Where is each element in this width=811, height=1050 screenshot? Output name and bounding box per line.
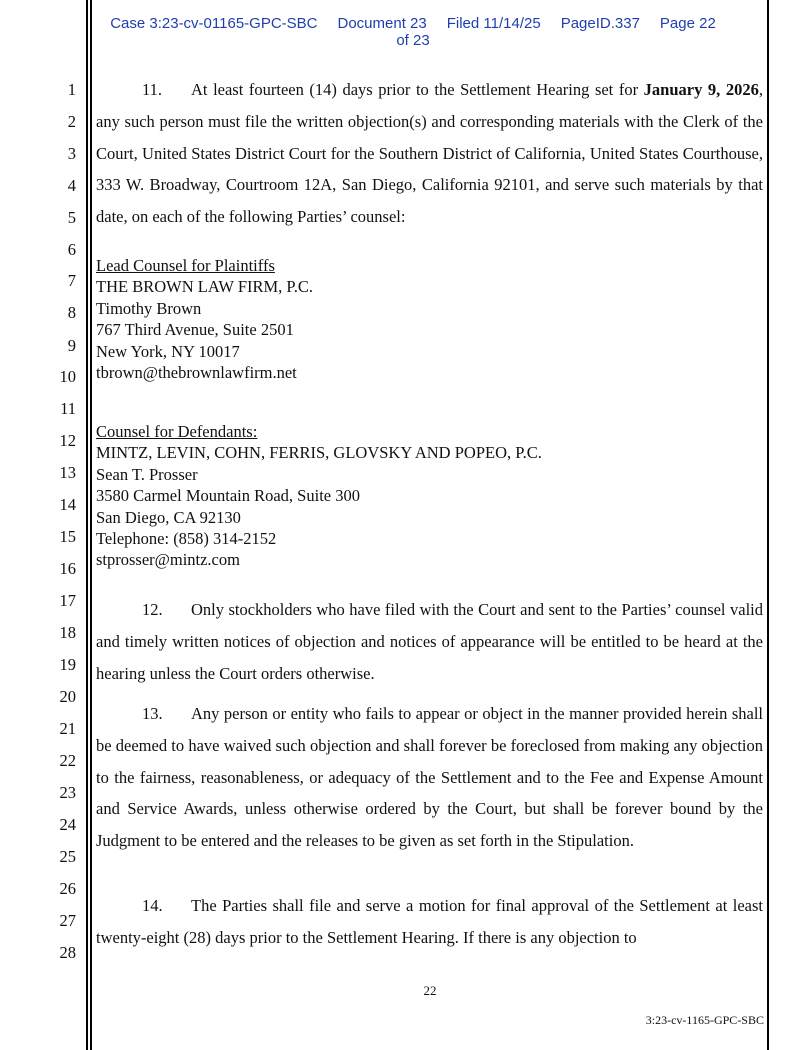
- line-number: 5: [67, 208, 76, 227]
- plaintiff-address-line1: 767 Third Avenue, Suite 2501: [96, 320, 294, 340]
- paragraph-12-text: Only stockholders who have filed with the Court and sent to the Parties’ counsel valid and timely written notices of objection and notices of appearance will be entitled to be heard at the hearing unless the Court orders otherwise.: [96, 600, 763, 683]
- ecf-header: [83, 15, 743, 49]
- paragraph-12-number: 12.: [142, 600, 163, 619]
- line-number: 18: [59, 623, 76, 642]
- line-number: 16: [59, 559, 76, 578]
- line-number: 14: [59, 495, 76, 514]
- header-document: Document 23: [337, 15, 427, 32]
- line-number: 15: [59, 527, 76, 546]
- line-number: 22: [59, 751, 76, 770]
- paragraph-11-number: 11.: [142, 80, 163, 99]
- line-number: 10: [59, 367, 76, 386]
- plaintiff-address-line2: New York, NY 10017: [96, 341, 240, 361]
- defense-address-line2: San Diego, CA 92130: [96, 507, 241, 527]
- margin-rule-left-outer: [86, 0, 88, 1050]
- margin-rule-left-inner: [90, 0, 92, 1050]
- paragraph-13-text: Any person or entity who fails to appear or object in the manner provided herein shall be deemed to have waived such objection and shall forever be foreclosed from making any objection to the fairness, reasonableness, or adequacy of the Settlement and to the Fee and Expense Amount and Service Awards, unless otherwise ordered by the Court, but shall be forever bound by the Judgment to be entered and the releases to be given as set forth in the Stipulation.: [96, 704, 763, 851]
- line-number: 20: [59, 687, 76, 706]
- line-number: 28: [59, 943, 76, 962]
- line-number: 12: [59, 431, 76, 450]
- paragraph-11: [96, 74, 763, 233]
- paragraph-14: [96, 890, 763, 954]
- line-number: 4: [67, 176, 76, 195]
- header-case: Case 3:23-cv-01165-GPC-SBC: [110, 15, 318, 32]
- defense-firm: MINTZ, LEVIN, COHN, FERRIS, GLOVSKY AND POPEO, P.C.: [96, 443, 542, 463]
- line-number: 21: [59, 719, 76, 738]
- paragraph-11-text-b: , any such person must file the written objection(s) and corresponding materials with the Clerk of the Court, United States District Court for the Southern District of California, United States Courthouse, 333 W. Broadway, Courtroom 12A, San Diego, California 92101, and serve such materials by that date, on each of the following Parties’ counsel:: [96, 80, 763, 227]
- line-number: 11: [60, 399, 76, 418]
- paragraph-14-number: 14.: [142, 896, 163, 915]
- defense-counsel-heading: Counsel for Defendants:: [96, 422, 258, 441]
- plaintiff-attorney: Timothy Brown: [96, 298, 202, 318]
- line-number: 25: [59, 847, 76, 866]
- settlement-hearing-date: January 9, 2026: [643, 80, 759, 99]
- line-number: 9: [67, 336, 76, 355]
- header-of: of 23: [396, 32, 430, 49]
- page-number: 22: [423, 983, 437, 998]
- plaintiff-firm: THE BROWN LAW FIRM, P.C.: [96, 277, 314, 297]
- header-filed: Filed 11/14/25: [446, 15, 541, 32]
- line-number: 23: [59, 783, 76, 802]
- line-number: 17: [59, 591, 76, 610]
- paragraph-13-number: 13.: [142, 704, 163, 723]
- line-number: 26: [59, 879, 76, 898]
- plaintiff-counsel-block: [96, 255, 313, 383]
- defense-phone: Telephone: (858) 314-2152: [96, 529, 277, 549]
- paragraph-13: [96, 698, 763, 857]
- line-number: 24: [59, 815, 76, 834]
- line-number: 8: [67, 303, 76, 322]
- defense-email: stprosser@mintz.com: [96, 550, 240, 570]
- defense-attorney: Sean T. Prosser: [96, 464, 198, 484]
- paragraph-11-text-a: At least fourteen (14) days prior to the Settlement Hearing set for: [191, 80, 644, 99]
- line-number: 7: [67, 271, 76, 290]
- plaintiff-counsel-heading: Lead Counsel for Plaintiffs: [96, 256, 275, 275]
- paragraph-14-text: The Parties shall file and serve a motion for final approval of the Settlement at least twenty-eight (28) days prior to the Settlement Hearing. If there is any objection to: [96, 896, 763, 947]
- line-number: 1: [67, 80, 76, 99]
- paragraph-12: [96, 594, 763, 689]
- margin-rule-right: [767, 0, 769, 1050]
- defense-counsel-block: [96, 421, 542, 571]
- line-number: 6: [67, 240, 76, 259]
- header-pageid: PageID.337: [560, 15, 640, 32]
- line-number: 13: [59, 463, 76, 482]
- plaintiff-email: tbrown@thebrownlawfirm.net: [96, 363, 297, 383]
- line-number: 19: [59, 655, 76, 674]
- header-page: Page 22: [659, 15, 716, 32]
- defense-address-line1: 3580 Carmel Mountain Road, Suite 300: [96, 486, 360, 506]
- line-number: 27: [59, 911, 76, 930]
- line-number: 3: [67, 144, 76, 163]
- footer-case-id: 3:23-cv-1165-GPC-SBC: [645, 1013, 764, 1027]
- line-number: 2: [67, 112, 76, 131]
